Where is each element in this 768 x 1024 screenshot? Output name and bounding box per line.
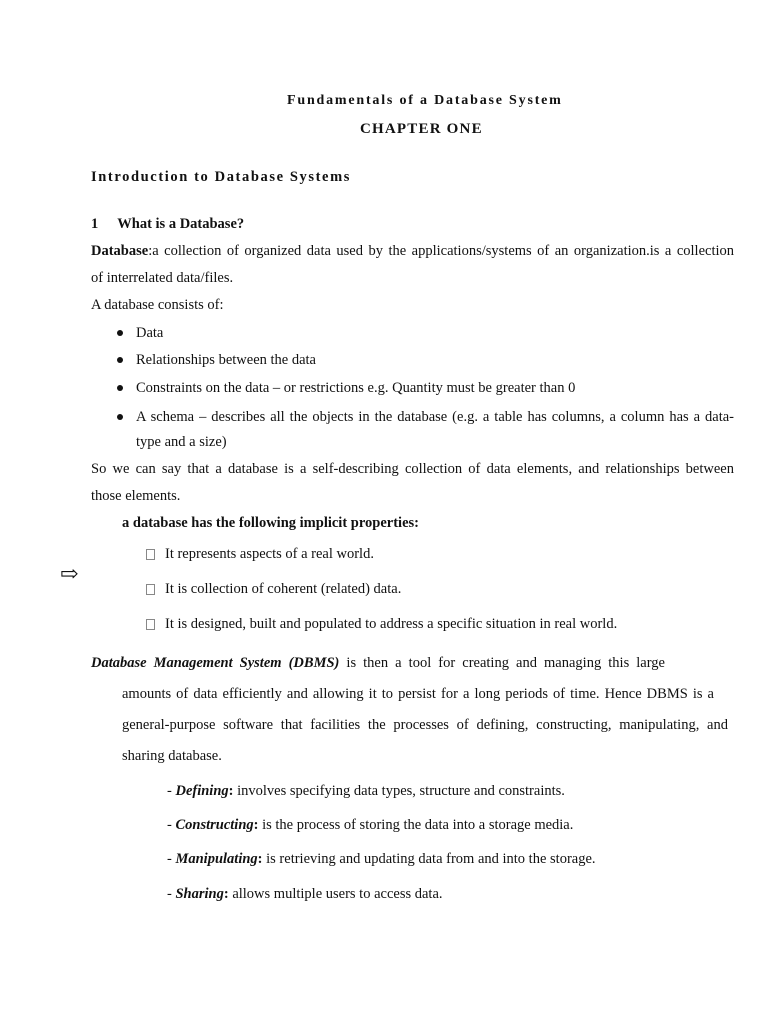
list-item-continuation: type and a size) bbox=[136, 434, 227, 450]
process-desc: allows multiple users to access data. bbox=[228, 886, 443, 902]
definition-line-1 bbox=[91, 243, 734, 260]
property-item: It is collection of coherent (related) data. bbox=[165, 581, 402, 597]
bullet-icon bbox=[117, 330, 123, 336]
process-desc: is the process of storing the data into a storage media. bbox=[258, 817, 574, 833]
process-item-sharing: - Sharing: allows multiple users to access data. bbox=[167, 886, 443, 902]
dbms-line-1 bbox=[91, 655, 665, 672]
summary-line-2: those elements. bbox=[91, 488, 181, 504]
process-term: Constructing bbox=[175, 817, 254, 833]
list-item: Data bbox=[136, 325, 164, 341]
subsection-title: What is a Database? bbox=[117, 216, 245, 232]
right-arrow-icon: ⇨ bbox=[60, 561, 79, 586]
process-item-defining: - Defining: involves specifying data types, structure and constraints. bbox=[167, 783, 565, 799]
process-desc: involves specifying data types, structure and constraints. bbox=[233, 783, 565, 799]
property-item: It is designed, built and populated to address a specific situation in real world. bbox=[165, 616, 618, 632]
implicit-heading: a database has the following implicit properties: bbox=[122, 515, 419, 531]
process-term: Defining bbox=[175, 783, 229, 799]
list-item: Constraints on the data – or restrictions e.g. Quantity must be greater than 0 bbox=[136, 380, 576, 396]
dbms-line-2: amounts of data efficiently and allowing it to persist for a long periods of time. Hence DBMS is a bbox=[122, 686, 714, 702]
definition-text: :a collection of organized data used by the applications/systems of an organization.is a collection bbox=[148, 243, 734, 259]
summary-line-1: So we can say that a database is a self-describing collection of data elements, and relationships between bbox=[91, 461, 734, 477]
document-title: Fundamentals of a Database System bbox=[287, 93, 563, 108]
dbms-line-3: general-purpose software that facilities the processes of defining, constructing, manipulating, and bbox=[122, 717, 728, 733]
consists-intro: A database consists of: bbox=[91, 297, 224, 313]
checkbox-glyph-icon bbox=[146, 619, 155, 630]
subsection-heading bbox=[91, 216, 244, 233]
chapter-heading: CHAPTER ONE bbox=[360, 121, 483, 137]
list-item: Relationships between the data bbox=[136, 352, 316, 368]
checkbox-glyph-icon bbox=[146, 549, 155, 560]
dbms-text: is then a tool for creating and managing this large bbox=[339, 655, 665, 671]
definition-term: Database bbox=[91, 243, 149, 259]
process-desc: is retrieving and updating data from and into the storage. bbox=[262, 851, 596, 867]
process-term: Manipulating bbox=[175, 851, 258, 867]
dbms-term: Database Management System (DBMS) bbox=[91, 655, 340, 671]
bullet-icon bbox=[117, 414, 123, 420]
process-item-constructing: - Constructing: is the process of storing the data into a storage media. bbox=[167, 817, 574, 833]
section-heading: Introduction to Database Systems bbox=[91, 169, 351, 185]
definition-line-2: of interrelated data/files. bbox=[91, 270, 234, 286]
subsection-number: 1 bbox=[91, 216, 99, 232]
bullet-icon bbox=[117, 357, 123, 363]
list-item: A schema – describes all the objects in the database (e.g. a table has columns, a column has a data- bbox=[136, 409, 734, 425]
dbms-line-4: sharing database. bbox=[122, 748, 222, 764]
process-item-manipulating: - Manipulating: is retrieving and updating data from and into the storage. bbox=[167, 851, 596, 867]
checkbox-glyph-icon bbox=[146, 584, 155, 595]
bullet-icon bbox=[117, 385, 123, 391]
property-item: It represents aspects of a real world. bbox=[165, 546, 374, 562]
process-term: Sharing bbox=[175, 886, 224, 902]
